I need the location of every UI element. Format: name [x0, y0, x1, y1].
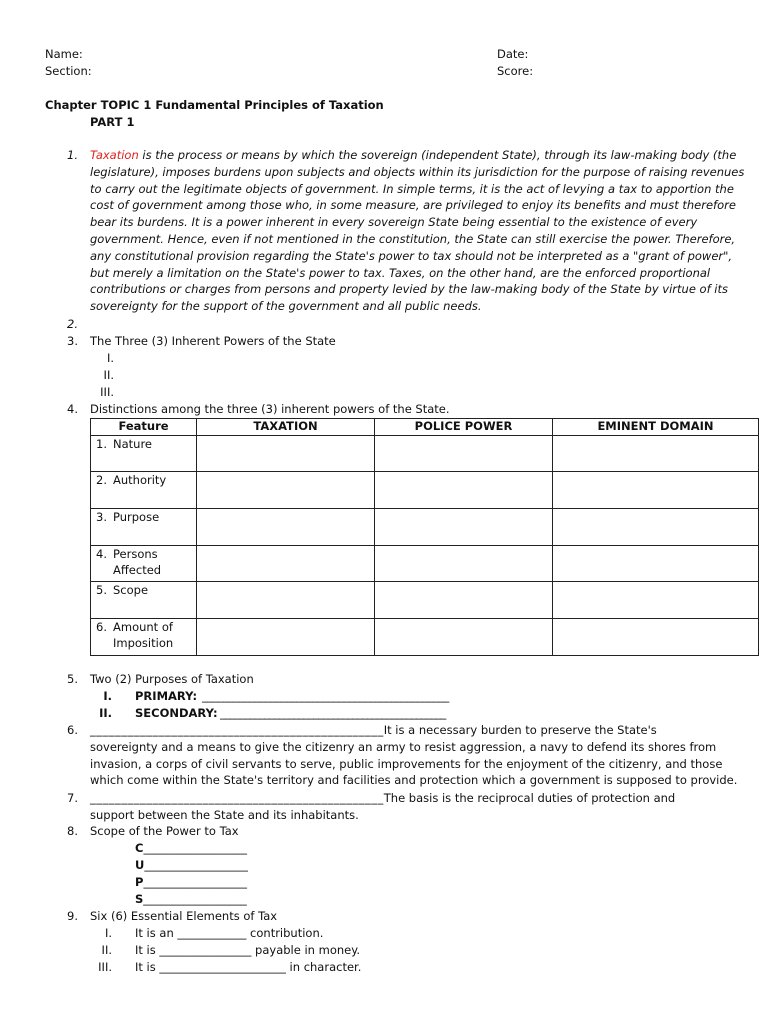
scope-letter: U — [135, 858, 145, 872]
primary-label: PRIMARY: — [135, 689, 198, 703]
roman-numeral: III. — [100, 385, 114, 399]
feature-label: Scope — [113, 583, 149, 597]
item-9-number: 9. — [67, 909, 78, 923]
answer-cell[interactable] — [553, 619, 759, 656]
element-text: It is — [135, 943, 160, 957]
secondary-label: SECONDARY: — [135, 706, 218, 720]
table-row — [91, 582, 759, 619]
answer-cell[interactable] — [197, 509, 375, 546]
scope-line-s — [135, 891, 247, 908]
element-text: in character. — [285, 960, 362, 974]
answer-cell[interactable] — [197, 619, 375, 656]
feature-label: Purpose — [113, 510, 160, 524]
paragraph-line: bear its burdens. It is a power inherent in every sovereign State being essential to the existence of every — [90, 215, 698, 230]
table-row — [91, 619, 759, 656]
roman-numeral: II. — [103, 368, 114, 382]
feature-number: 1. — [96, 437, 107, 451]
column-header: Feature — [91, 419, 197, 436]
scope-letter: S — [135, 892, 144, 906]
answer-cell[interactable] — [375, 472, 553, 509]
roman-numeral: I. — [106, 351, 114, 365]
item-9-text: Six (6) Essential Elements of Tax — [90, 909, 278, 923]
roman-numeral: II. — [101, 943, 112, 957]
feature-cell — [91, 619, 197, 656]
paragraph-line: government. Hence, even if not mentioned in the constitution, the State can still exercise the power. Therefore, — [90, 231, 736, 246]
paragraph-line: cost of government among those who, in some measure, are privileged to enjoy its benefits and must therefore — [90, 198, 736, 213]
item-6-paragraph — [90, 722, 760, 789]
scope-line-u — [135, 857, 248, 874]
item-1-paragraph — [90, 147, 745, 315]
answer-cell[interactable] — [553, 582, 759, 619]
scope-blank[interactable]: __________________ — [143, 892, 247, 906]
element-blank[interactable]: ____________ — [177, 926, 247, 940]
answer-cell[interactable] — [197, 436, 375, 472]
answer-cell[interactable] — [375, 582, 553, 619]
item-5-number: 5. — [67, 672, 78, 686]
scope-line-p — [135, 874, 247, 891]
feature-label — [113, 619, 173, 651]
score-label: Score: — [497, 64, 534, 78]
secondary-blank[interactable]: ______________________________________________ — [220, 706, 446, 720]
answer-blank[interactable]: _______________________________________________ — [90, 723, 384, 737]
paragraph-line: to carry out the legitimate objects of government. In simple terms, it is the act of levying a tax to apportion the — [90, 181, 734, 196]
answer-blank[interactable]: _______________________________________________ — [90, 791, 384, 805]
chapter-title: Chapter TOPIC 1 Fundamental Principles of Taxation — [45, 98, 384, 112]
taxation-term: Taxation — [90, 148, 139, 162]
answer-cell[interactable] — [197, 546, 375, 582]
feature-number: 3. — [96, 510, 107, 524]
feature-number: 6. — [96, 620, 107, 634]
paragraph-line: is the process or means by which the sovereign (independent State), through its law-making body (the — [138, 148, 737, 162]
element-line — [135, 942, 360, 959]
answer-cell[interactable] — [553, 546, 759, 582]
feature-number: 4. — [96, 547, 107, 561]
feature-number: 5. — [96, 583, 107, 597]
column-header: TAXATION — [197, 419, 375, 436]
scope-line-c — [135, 840, 247, 857]
item-5-text: Two (2) Purposes of Taxation — [90, 672, 254, 686]
answer-cell[interactable] — [375, 436, 553, 472]
answer-cell[interactable] — [553, 509, 759, 546]
item-4-number: 4. — [67, 402, 78, 416]
item-8-text: Scope of the Power to Tax — [90, 824, 239, 838]
table-row — [91, 472, 759, 509]
element-text: contribution. — [246, 926, 324, 940]
element-line — [135, 959, 361, 976]
feature-label-line: Persons — [113, 547, 158, 561]
column-header: POLICE POWER — [375, 419, 553, 436]
table-row — [91, 436, 759, 472]
table-header-row — [91, 419, 759, 436]
roman-numeral: II. — [99, 706, 112, 720]
section-label: Section: — [45, 64, 92, 78]
paragraph-line: invasion, a corps of civil servants to serve, public improvements for the enjoyment of the citizenry, and those — [90, 756, 723, 771]
column-header: EMINENT DOMAIN — [553, 419, 759, 436]
scope-letter: C — [135, 841, 144, 855]
feature-cell — [91, 546, 197, 582]
paragraph-line: but merely a limitation on the State's power to tax. Taxes, on the other hand, are the enforced proportional — [90, 265, 711, 280]
feature-cell — [91, 509, 197, 546]
answer-cell[interactable] — [197, 472, 375, 509]
feature-label: Nature — [113, 437, 152, 451]
item-7-paragraph — [90, 790, 760, 824]
part-title: PART 1 — [90, 115, 135, 129]
answer-cell[interactable] — [553, 436, 759, 472]
feature-label-line: Amount of — [113, 620, 173, 634]
element-blank[interactable]: ______________________ — [159, 960, 286, 974]
distinctions-table — [90, 418, 759, 656]
scope-blank[interactable]: __________________ — [143, 841, 247, 855]
item-4-text: Distinctions among the three (3) inherent powers of the State. — [90, 402, 450, 416]
answer-cell[interactable] — [197, 582, 375, 619]
feature-label — [113, 546, 161, 578]
item-7-number: 7. — [67, 791, 78, 805]
table-row — [91, 546, 759, 582]
element-text: It is — [135, 960, 160, 974]
element-text: payable in money. — [251, 943, 361, 957]
item-3-number: 3. — [67, 334, 78, 348]
item-3-text: The Three (3) Inherent Powers of the State — [90, 334, 336, 348]
feature-label-line: Imposition — [113, 636, 174, 650]
item-6-number: 6. — [67, 723, 78, 737]
paragraph-line: any constitutional provision regarding the State's power to tax should not be interpreted as a "grant of power", — [90, 248, 733, 263]
answer-cell[interactable] — [375, 546, 553, 582]
element-text: It is an — [135, 926, 178, 940]
feature-cell — [91, 436, 197, 472]
paragraph-line: which come within the State's territory and facilities and protection which a government is supposed to provide. — [90, 773, 738, 788]
feature-label-line: Affected — [113, 563, 162, 577]
feature-cell — [91, 582, 197, 619]
item-8-number: 8. — [67, 824, 78, 838]
paragraph-line: support between the State and its inhabitants. — [90, 807, 359, 822]
item-1-number: 1. — [67, 148, 78, 162]
answer-cell[interactable] — [553, 472, 759, 509]
paragraph-line: sovereignty for the support of the government and all public needs. — [90, 299, 482, 314]
table-row — [91, 509, 759, 546]
answer-cell[interactable] — [375, 619, 553, 656]
paragraph-line: It is a necessary burden to preserve the State's — [383, 723, 657, 737]
paragraph-line: The basis is the reciprocal duties of protection and — [383, 791, 676, 805]
scope-blank[interactable]: __________________ — [143, 875, 247, 889]
scope-blank[interactable]: __________________ — [144, 858, 248, 872]
name-label: Name: — [45, 47, 83, 61]
element-line — [135, 925, 323, 942]
feature-label: Authority — [113, 473, 167, 487]
roman-numeral: III. — [98, 960, 112, 974]
item-2-number: 2. — [67, 317, 78, 331]
roman-numeral: I. — [103, 689, 112, 703]
primary-blank[interactable]: _______________________________________________ — [202, 689, 449, 703]
answer-cell[interactable] — [375, 509, 553, 546]
paragraph-line: legislature), imposes burdens upon subjects and objects within its jurisdiction for the purpose of raising revenues — [90, 164, 745, 179]
paragraph-line: contributions or charges from persons and property levied by the law-making body of the State by virtue of its — [90, 282, 728, 297]
scope-letter: P — [135, 875, 144, 889]
feature-cell — [91, 472, 197, 509]
feature-number: 2. — [96, 473, 107, 487]
paragraph-line: sovereignty and a means to give the citizenry an army to resist aggression, a navy to defend its shores from — [90, 739, 717, 754]
element-blank[interactable]: ________________ — [159, 943, 252, 957]
date-label: Date: — [497, 47, 529, 61]
roman-numeral: I. — [104, 926, 112, 940]
